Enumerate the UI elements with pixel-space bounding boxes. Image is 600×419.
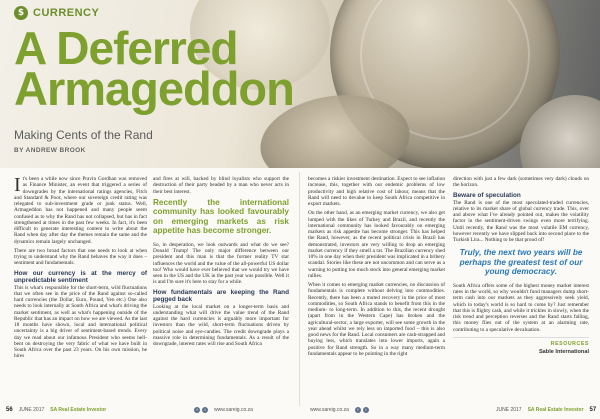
hero-banner	[0, 0, 600, 168]
page-number: 56	[6, 407, 13, 413]
pull-quote: Truly, the next two years will be perhaps the greatest test of our young democracy.	[459, 248, 583, 277]
body-paragraph: becomes a riskier investment destination. Expect to see inflation increase, this, together with our endemic problems of low productivity and high relative cost of labour, means that the Rand will need to devalue to keep South Africa competitive in export markets.	[308, 176, 445, 207]
facebook-icon[interactable]: f	[355, 407, 361, 413]
article-column-3	[308, 176, 445, 360]
footer-social-right	[310, 407, 369, 413]
social-icons	[355, 407, 369, 413]
headline-line-1: A Deferred	[14, 22, 238, 74]
article-kicker: Making Cents of the Rand	[14, 128, 153, 142]
resources-box	[453, 337, 589, 356]
magazine-brand: SA Real Estate Investor	[50, 407, 107, 413]
footer-social-left	[194, 407, 253, 413]
page-gutter	[299, 172, 300, 406]
footer-right	[496, 407, 596, 413]
body-paragraph: This is what's responsible for the short-term, wild fluctuations that we often see in the price of the Rand against so-called hard currencies (the Dollar, Euro, Pound, Yen etc.) One also needs to look internally at South Africa and what's driving the market sentiment, as well as what's happening outside of the Republic that has an impact on how we are viewed. As the last 18 months have shown, local and international political uncertainty is a big driver of sentiment-based trends. Every day we read about our infamous President who seems hell-bent on destroying the very fabric of what we have built in South Africa over the past 23 years. On his own mission, he hires	[14, 284, 147, 360]
magazine-brand: SA Real Estate Investor	[527, 407, 584, 413]
body-paragraph: direction with just a few dark (sometimes very dark) clouds on the horizon.	[453, 176, 589, 189]
section-subhead: Beware of speculation	[453, 191, 521, 199]
body-paragraph: It's been a while now since Pravin Gordhan was removed as Finance Minister, an event that triggered a series of downgrades by the international ratings agencies, Fitch and Standard & Poor, where our sovereign credit rating was relegated to sub-investment grade or junk status. Well, Armageddon has not happened and many people seem confused as to why the Rand has not collapsed, but has in fact strengthened at times in the past few weeks. In fact, it's been difficult to generate interesting content to write about the Rand when day after day the themes remain the same and the dynamics remain largely unchanged.	[14, 174, 147, 245]
drop-cap: I	[14, 174, 21, 196]
website-link[interactable]: www.sareig.co.za	[310, 407, 349, 413]
section-subhead: How fundamentals are keeping the Rand pegged back	[153, 288, 289, 303]
page-number: 57	[589, 407, 597, 413]
body-paragraph: There are two broad factors that one needs to look at when trying to understand why the Rand behaves the way it does – sentiment and fundamentals.	[14, 247, 147, 267]
headline-line-2: Armageddon	[14, 62, 294, 116]
social-icons	[194, 407, 208, 413]
twitter-icon[interactable]: t	[202, 407, 208, 413]
twitter-icon[interactable]: t	[363, 407, 369, 413]
body-paragraph: Looking at the local market on a longer-term basis and understanding what will drive the value trend of the Rand against the hard currencies is arguably more important for investors than the wild, short-term fluctuations driven by political noise and eye-candies. The credit downgrade plays a massive role in determining fundamentals. As a result of the downgrade, interest rates will rise and South Africa	[153, 303, 289, 347]
section-tag	[14, 6, 99, 20]
article-column-1	[14, 176, 147, 363]
article-column-2	[153, 176, 289, 350]
section-label: CURRENCY	[33, 7, 100, 19]
article-byline: BY ANDREW BROOK	[14, 147, 86, 154]
currency-icon: $	[14, 6, 28, 20]
issue-date: JUNE 2017	[496, 407, 522, 413]
body-paragraph: South Africa offers some of the highest money market interest rates in the world, so why wouldn't fund managers dump short-term cash into our markets as they aggressively seek yield, which in today's world is so hard to come by? Just remember that this is flighty cash, and while it trickles in slowly, when the risk trend and perception reverses and the Rand starts falling, this money flies out of the system at an alarming rate, contributing to a speculative devaluation.	[453, 282, 589, 333]
body-paragraph: So, in desperation, we look outwards and what do we see? Donald Trump! The only major difference between our president and this man is that the former reality TV star influences the world and the value of the all-powerful US dollar too! Who would have ever believed that we would try we have seen in the US and the UK in the past year was possible. Well it is and I'm sure it's here to stay for a while.	[153, 241, 289, 286]
body-paragraph: The Rand is one of the most speculated-traded currencies, relative to its market share of global currency trade. This, over and above what I've already pointed out, makes the volatility factor in the sentiment-driven swings even more terrifying. Until recently, the Rand was the most volatile EM currency, however recently we have slipped back into second place to the Turkish Lira... Nothing to be that proud of!	[453, 199, 589, 243]
section-subhead: How our currency is at the mercy of unpredictable sentiment	[14, 269, 147, 284]
facebook-icon[interactable]: f	[194, 407, 200, 413]
article-headline	[14, 22, 294, 116]
website-link[interactable]: www.sareig.co.za	[214, 407, 253, 413]
body-paragraph: When it comes to emerging market currencies, no discussion of fundamentals is complete without delving into commodities. Recently, there has been a muted recovery in the price of most commodities, so South Africa stands to benefit from this in the medium- to long-term. In addition to this, the recent drought (apart from in the Western Cape) has broken and the agricultural-sector, a large exporter, will see some growth in the year ahead whilst we rely less on imported food – this is also good news for the Rand. Local consumers are cash-strapped and buying less, which translates into lower imports, again a positive for Rand strength. So in a way many medium-term fundamentals appear to be pointing in the right	[308, 282, 445, 357]
pull-quote: Recently the international community has looked favourably on emerging markets as risk appetite has become stronger.	[153, 197, 289, 236]
body-paragraph: On the other hand, as an emerging market currency, we also get lumped with the likes of Turkey and Brazil, and recently the international community has looked favourably on emerging markets as risk appetite has become stronger. This has helped the Rand, however, as the recent political crisis in Brazil has demonstrated, investors are very willing to drop an emerging market currency if they smell a rat. The Brazilian currency shed 10% in one day when their president was implicated in a bribery scandal. Stories like these are not uncommon and can serve as a warning to putting too much stock into general emerging market rallies.	[308, 210, 445, 279]
footer-left	[6, 407, 106, 413]
resources-item: Sable International	[538, 349, 589, 355]
issue-date: JUNE 2017	[18, 407, 45, 413]
resources-label: RESOURCES	[550, 340, 589, 347]
article-column-4	[453, 176, 589, 355]
body-paragraph: and fires at will, backed by blind loyalists who support the destruction of their party headed by a man who never acts in their best interest.	[153, 176, 289, 195]
